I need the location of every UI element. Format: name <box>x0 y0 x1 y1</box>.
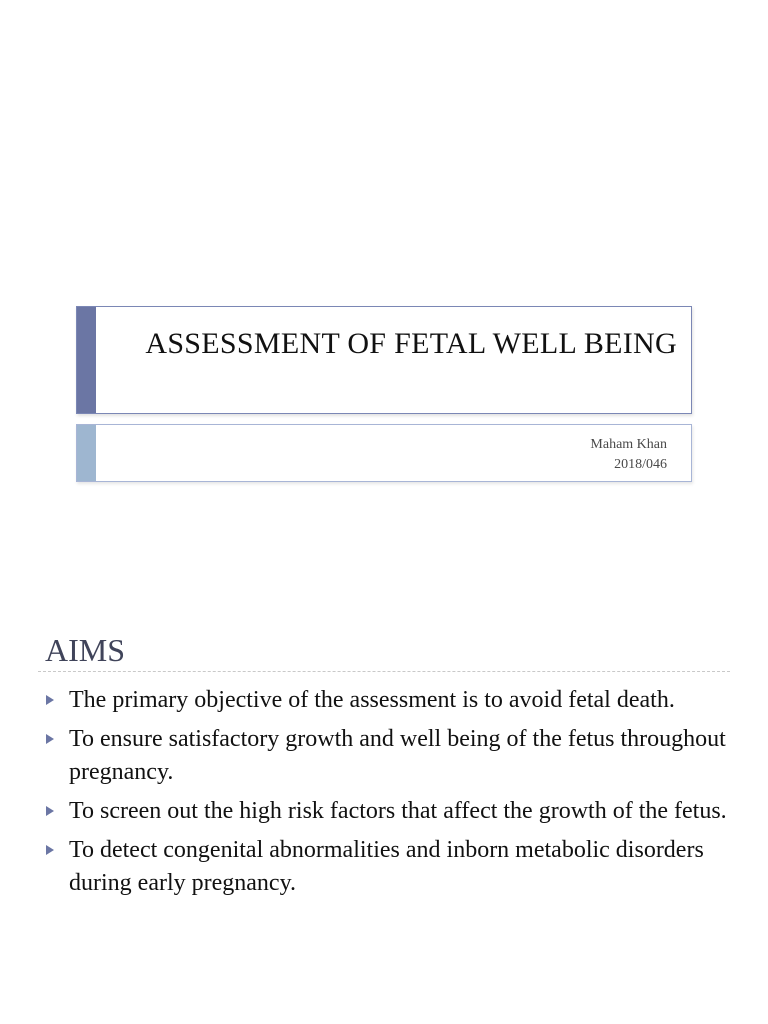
triangle-bullet-icon <box>46 695 54 705</box>
aims-heading: AIMS <box>45 632 126 668</box>
list-item-text: To screen out the high risk factors that affect the growth of the fetus. <box>69 798 727 824</box>
list-item-text: To ensure satisfactory growth and well being of the fetus throughout pregnancy. <box>69 726 726 785</box>
list-item <box>46 795 736 828</box>
author-name: Maham Khan <box>590 437 667 452</box>
subtitle-box <box>76 424 692 482</box>
heading-divider <box>38 671 730 672</box>
slide-title: ASSESSMENT OF FETAL WELL BEING <box>145 327 677 360</box>
author-id: 2018/046 <box>614 457 667 472</box>
title-accent-bar <box>77 307 96 413</box>
list-item-text: To detect congenital abnormalities and inborn metabolic disorders during early pregnancy. <box>69 837 704 896</box>
list-item <box>46 684 736 717</box>
triangle-bullet-icon <box>46 806 54 816</box>
aims-list <box>46 684 736 906</box>
subtitle-accent-bar <box>77 425 96 481</box>
subtitle-lines <box>590 435 667 475</box>
triangle-bullet-icon <box>46 734 54 744</box>
list-item <box>46 723 736 789</box>
triangle-bullet-icon <box>46 845 54 855</box>
list-item <box>46 834 736 900</box>
title-box <box>76 306 692 414</box>
list-item-text: The primary objective of the assessment is to avoid fetal death. <box>69 687 675 713</box>
